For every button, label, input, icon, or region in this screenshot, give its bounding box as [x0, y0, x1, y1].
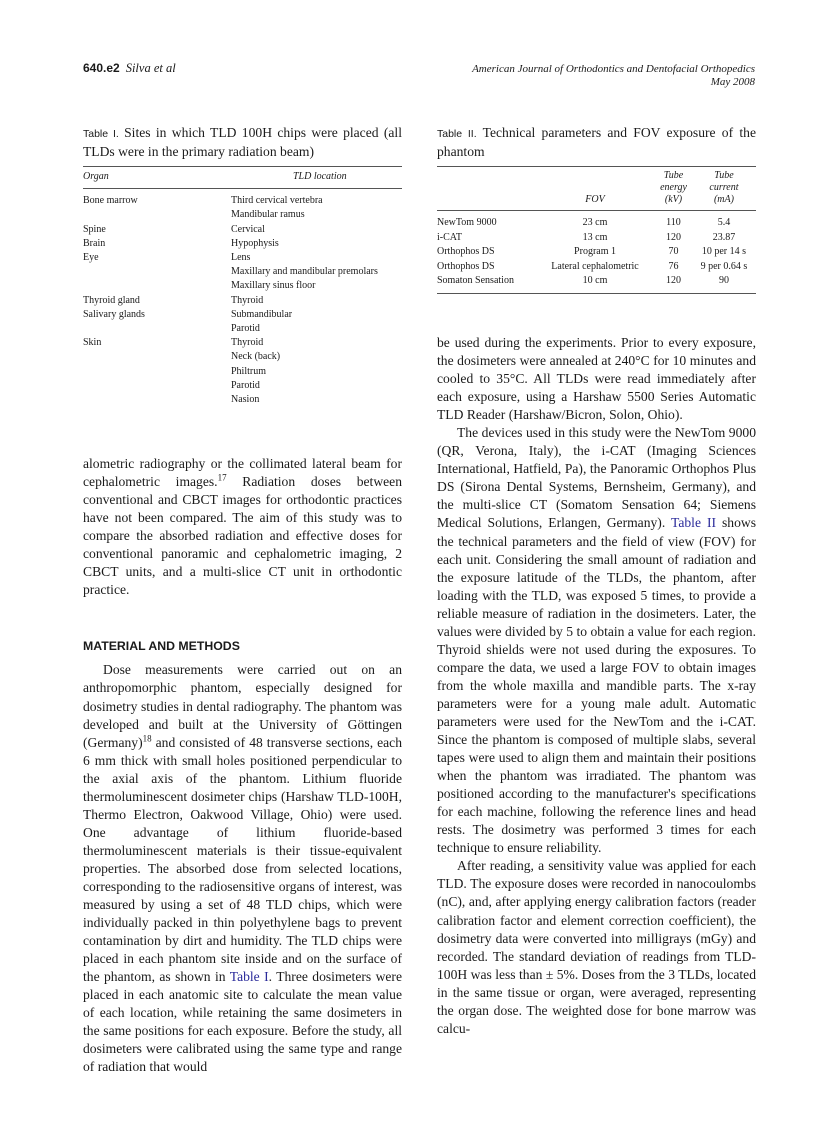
organ-cell — [83, 379, 231, 393]
table-row — [83, 393, 402, 407]
location-cell: Neck (back) — [231, 351, 281, 363]
organ-cell: Thyroid gland — [83, 294, 140, 306]
device-cell: Orthophos DS — [437, 260, 495, 272]
table-row — [83, 279, 402, 293]
citation-17[interactable]: 17 — [217, 472, 227, 483]
fov-cell: Program 1 — [574, 246, 616, 257]
organ-cell — [83, 265, 231, 279]
table-row — [83, 322, 402, 336]
citation-18[interactable]: 18 — [142, 733, 152, 744]
organ-cell — [83, 350, 231, 364]
organ-cell: Bone marrow — [83, 195, 138, 207]
table2-header-energy: Tube energy (kV) — [655, 167, 692, 211]
running-header-left — [83, 61, 176, 76]
table-row — [83, 350, 402, 364]
table2-header-fov: FOV — [535, 167, 655, 211]
location-cell: Thyroid — [231, 337, 264, 349]
annealing-paragraph: be used during the experiments. Prior to every exposure, the dosimeters were annealed at 240°C for 10 minutes and cooled to 35°C. All TLDs were read immediately after each exposure, using a Harshaw 5500 Series Automatic TLD Reader (Harshaw/Bicron, Solon, Ohio). — [437, 335, 756, 423]
fov-cell: Lateral cephalometric — [551, 260, 639, 272]
fov-cell: 13 cm — [582, 231, 608, 243]
organ-cell: Eye — [83, 252, 99, 264]
table-row — [83, 237, 402, 251]
issue-date: May 2008 — [710, 76, 755, 88]
table2-header-device — [437, 167, 535, 211]
organ-cell — [83, 279, 231, 293]
device-cell: i-CAT — [437, 231, 462, 243]
table2-label: Table II. — [437, 128, 477, 140]
left-body-text — [83, 455, 402, 1077]
table1-header-organ: Organ — [83, 167, 231, 189]
location-cell: Submandibular — [231, 308, 293, 320]
location-cell: Hypophysis — [231, 237, 279, 249]
energy-cell: 110 — [666, 217, 681, 228]
table-row — [83, 365, 402, 379]
organ-cell: Spine — [83, 223, 106, 235]
right-body-text — [437, 334, 756, 1038]
device-cell: Orthophos DS — [437, 246, 495, 257]
location-cell: Lens — [231, 252, 251, 264]
table-row — [437, 274, 756, 293]
table-row — [83, 308, 402, 322]
table-row — [437, 260, 756, 275]
fov-cell: 10 cm — [582, 275, 608, 286]
current-cell: 23.87 — [712, 231, 736, 243]
table2-header-current: Tube current (mA) — [692, 167, 756, 211]
current-cell: 10 per 14 s — [701, 246, 747, 257]
energy-cell: 70 — [668, 246, 679, 257]
table1-label: Table I. — [83, 128, 119, 140]
fov-cell: 23 cm — [582, 217, 608, 228]
table1-caption: Table I. Sites in which TLD 100H chips were placed (all TLDs were in the primary radiation beam) — [83, 125, 402, 159]
organ-cell — [83, 393, 231, 407]
table2 — [437, 166, 756, 294]
table1-header-location: TLD location — [231, 167, 402, 189]
device-cell: NewTom 9000 — [437, 217, 497, 228]
organ-cell — [83, 322, 231, 336]
table2-caption: Table II. Technical parameters and FOV exposure of the phantom — [437, 125, 756, 159]
section-heading-methods: MATERIAL AND METHODS — [83, 639, 240, 654]
current-cell: 9 per 0.64 s — [700, 260, 748, 272]
right-column — [437, 124, 756, 294]
location-cell: Mandibular ramus — [231, 209, 305, 221]
location-cell: Third cervical vertebra — [231, 195, 323, 207]
page-number: 640.e2 — [83, 61, 120, 75]
current-cell: 90 — [718, 275, 729, 286]
location-cell: Parotid — [231, 323, 260, 335]
current-cell: 5.4 — [717, 217, 731, 228]
location-cell: Nasion — [231, 394, 260, 406]
location-cell: Thyroid — [231, 294, 264, 306]
energy-cell: 76 — [668, 260, 679, 272]
location-cell: Maxillary and mandibular premolars — [231, 266, 378, 278]
table-row — [437, 211, 756, 231]
table-row — [437, 245, 756, 260]
devices-paragraph: The devices used in this study were the NewTom 9000 (QR, Verona, Italy), the i-CAT (Imaging Sciences International, Hatfield, Pa), the Panoramic Orthophos Plus DS (Sirona Dental Systems, Bernsheim, Germany), and the multi-slice CT (Somatom Sensation 64; Siemens Medical Solutions, Erlangen, Germany). Table II shows the technical parameters and the field of view (FOV) for each unit. Considering the small amount of radiation and the exposure latitude of the TLDs, the phantom, after loading with the TLD, was exposed 5 times, to provide a reliable measure of radiation in the dosimeters. Later, the values were divided by 5 to obtain a value for each region. Thyroid shields were not used during the exposures. To compare the data, we used a large FOV to obtain images from the whole maxilla and mandible parts. The x-ray parameters were for a young male adult. Automatic parameters were used for the NewTom and the i-CAT. Since the phantom is composed of multiple slabs, several tapes were used to align them and maintain their positions when the phantom was irradiated. The phantom was positioned according to the manufacturer's specifications for each machine, following the reference lines and head rests. The dosimetry was performed 3 times for each technique to ensure reliability. — [437, 425, 757, 856]
location-cell: Philtrum — [231, 365, 267, 377]
table-row — [83, 189, 402, 209]
location-cell: Cervical — [231, 223, 265, 235]
table1-link[interactable]: Table I — [229, 969, 269, 985]
left-column — [83, 124, 402, 407]
device-cell: Somaton Sensation — [437, 275, 514, 286]
table-row — [83, 265, 402, 279]
table-row — [83, 294, 402, 308]
table-row — [437, 231, 756, 246]
intro-paragraph: alometric radiography or the collimated lateral beam for cephalometric images.$^{17}$ Radiation doses between conventional and CBCT images for orthodontic practices have not been compared. The aim of this study was to compare the absorbed radiation and effective doses for conventional panoramic and cephalometric imaging, 2 CBCT units, and a multi-slice CT unit in orthodontic practice. — [83, 456, 403, 598]
table-row — [83, 379, 402, 393]
methods-paragraph: Dose measurements were carried out on an anthropomorphic phantom, especially designed for dosimetry studies in dental radiography. The phantom was developed and built at the University of Göttingen (Germany)$^{18}$ and consisted of 48 transverse sections, each 6 mm thick with small holes positioned perpendicular to the axial axis of the phantom. Lithium fluoride thermoluminescent dosimeter chips (Harshaw TLD-100H, Thermo Electron, Oakwood Village, Ohio) were used. One advantage of lithium fluoride-based thermoluminescent materials is their tissue-equivalent properties. The absorbed dose from selected locations, corresponding to the radiosensitive organs of interest, was measured by using a set of 48 TLD chips, which were individually packed in thin polyethylene bags to prevent contamination by dirt and humidity. The TLD chips were placed in each phantom site inside and on the surface of the phantom, as shown in Table I. Three dosimeters were placed in each anatomic site to calculate the mean value of each location, while retaining the same dosimeters in the same positions for each exposure. Before the study, all dosimeters were calibrated using the same type and range of radiation that would — [83, 662, 402, 1075]
table-row — [83, 336, 402, 350]
organ-cell — [83, 208, 231, 222]
organ-cell: Skin — [83, 337, 102, 349]
organ-cell — [83, 365, 231, 379]
location-cell: Maxillary sinus floor — [231, 280, 316, 292]
dosimetry-paragraph: After reading, a sensitivity value was applied for each TLD. The exposure doses were recorded in nanocoulombs (nC), and, after applying energy calibration factors (reader calibration factor and element correction coefficient), the dosimetry data were converted into milligrays (mGy) and recorded. The standard deviation of readings from TLD-100H was less than ± 5%. Doses from the 3 TLDs, located in the same tissue or organ, were averaged, representing the organ dose. The weighted dose for bone marrow was calcu- — [437, 858, 756, 1036]
organ-cell: Salivary glands — [83, 308, 145, 320]
energy-cell: 120 — [665, 231, 681, 243]
energy-cell: 120 — [665, 275, 681, 286]
table2-link[interactable]: Table II — [670, 515, 717, 531]
running-header-right — [472, 63, 755, 89]
table-row — [83, 208, 402, 222]
organ-cell: Brain — [83, 237, 106, 249]
location-cell: Parotid — [231, 379, 260, 391]
table-row — [83, 223, 402, 237]
journal-title: American Journal of Orthodontics and Dentofacial Orthopedics — [472, 63, 755, 75]
table-row — [83, 251, 402, 265]
table1 — [83, 166, 402, 407]
running-authors: Silva et al — [125, 61, 176, 75]
